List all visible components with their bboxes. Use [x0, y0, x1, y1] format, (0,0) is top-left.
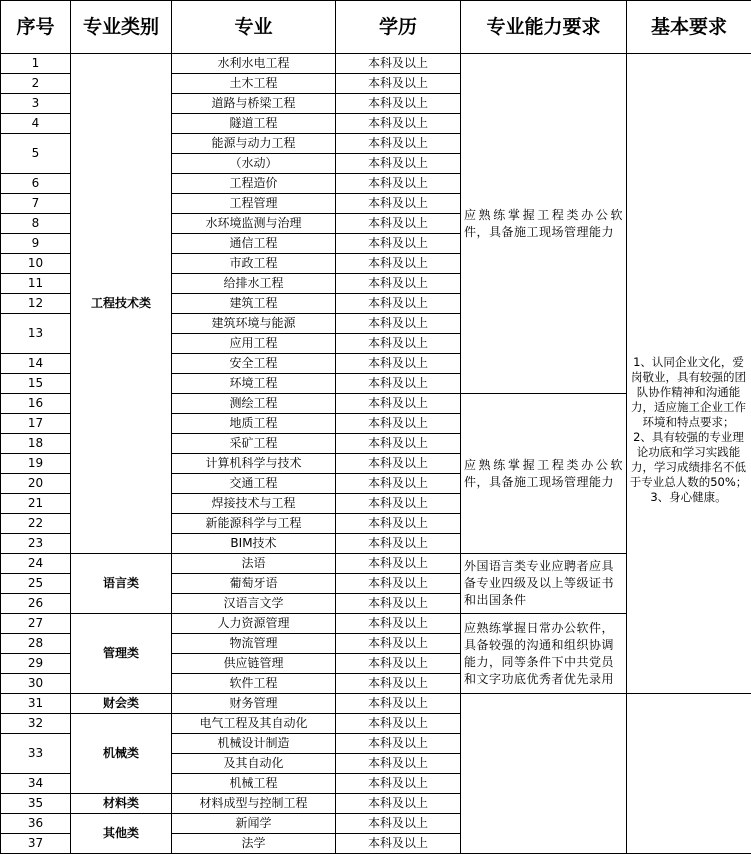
row-degree: 本科及以上: [336, 794, 461, 814]
row-degree: 本科及以上: [336, 274, 461, 294]
row-index: 2: [1, 74, 71, 94]
category-management: 管理类: [71, 614, 172, 694]
basic-empty-bottom: [627, 694, 751, 854]
row-index: 9: [1, 234, 71, 254]
row-index: 14: [1, 354, 71, 374]
row-index: 33: [1, 734, 71, 774]
row-degree: 本科及以上: [336, 134, 461, 154]
row-major: 环境工程: [172, 374, 336, 394]
row-index: 30: [1, 674, 71, 694]
row-degree: 本科及以上: [336, 754, 461, 774]
row-degree: 本科及以上: [336, 654, 461, 674]
row-index: 34: [1, 774, 71, 794]
row-index: 8: [1, 214, 71, 234]
row-major: 采矿工程: [172, 434, 336, 454]
row-major: 焊接技术与工程: [172, 494, 336, 514]
row-degree: 本科及以上: [336, 314, 461, 334]
row-major: 工程管理: [172, 194, 336, 214]
row-degree: 本科及以上: [336, 694, 461, 714]
row-index: 6: [1, 174, 71, 194]
row-major: 物流管理: [172, 634, 336, 654]
row-index: 1: [1, 54, 71, 74]
row-degree: 本科及以上: [336, 214, 461, 234]
row-major: 交通工程: [172, 474, 336, 494]
row-index: 32: [1, 714, 71, 734]
category-engineering: 工程技术类: [71, 54, 172, 554]
row-major: 道路与桥梁工程: [172, 94, 336, 114]
row-major: 建筑工程: [172, 294, 336, 314]
row-major: （水动）: [172, 154, 336, 174]
row-degree: 本科及以上: [336, 234, 461, 254]
row-major: 机械工程: [172, 774, 336, 794]
row-degree: 本科及以上: [336, 334, 461, 354]
row-major: 通信工程: [172, 234, 336, 254]
basic-requirements: [629, 355, 748, 505]
row-degree: 本科及以上: [336, 114, 461, 134]
row-degree: 本科及以上: [336, 354, 461, 374]
row-major: 水环境监测与治理: [172, 214, 336, 234]
row-index: 12: [1, 294, 71, 314]
row-degree: 本科及以上: [336, 834, 461, 854]
ability-management: 应熟练掌握日常办公软件，具备较强的沟通和组织协调能力，同等条件下中共党员和文字功底优秀者优先录用: [461, 614, 627, 694]
row-major: 材料成型与控制工程: [172, 794, 336, 814]
row-degree: 本科及以上: [336, 294, 461, 314]
row-index: 20: [1, 474, 71, 494]
row-major: 水利水电工程: [172, 54, 336, 74]
row-degree: 本科及以上: [336, 774, 461, 794]
row-degree: 本科及以上: [336, 154, 461, 174]
row-degree: 本科及以上: [336, 374, 461, 394]
row-major: 财务管理: [172, 694, 336, 714]
row-major: 应用工程: [172, 334, 336, 354]
row-major: 新闻学: [172, 814, 336, 834]
row-major: 测绘工程: [172, 394, 336, 414]
row-degree: 本科及以上: [336, 534, 461, 554]
row-index: 27: [1, 614, 71, 634]
row-index: 29: [1, 654, 71, 674]
row-major: 安全工程: [172, 354, 336, 374]
row-major: 新能源科学与工程: [172, 514, 336, 534]
row-degree: 本科及以上: [336, 514, 461, 534]
row-index: 23: [1, 534, 71, 554]
row-index: 19: [1, 454, 71, 474]
ability-language: 外国语言类专业应聘者应具备专业四级及以上等级证书和出国条件: [461, 554, 627, 614]
row-major: 市政工程: [172, 254, 336, 274]
row-index: 5: [1, 134, 71, 174]
row-major: 土木工程: [172, 74, 336, 94]
row-major: 工程造价: [172, 174, 336, 194]
row-index: 24: [1, 554, 71, 574]
row-index: 25: [1, 574, 71, 594]
row-degree: 本科及以上: [336, 194, 461, 214]
row-index: 31: [1, 694, 71, 714]
row-degree: 本科及以上: [336, 734, 461, 754]
row-index: 36: [1, 814, 71, 834]
row-major: 法学: [172, 834, 336, 854]
header-major: 专业: [172, 1, 336, 54]
ability-engineering-b: 应熟练掌握工程类办公软件，具备施工现场管理能力: [461, 394, 627, 554]
row-major: BIM技术: [172, 534, 336, 554]
row-degree: 本科及以上: [336, 174, 461, 194]
header-row: [1, 1, 751, 54]
row-index: 22: [1, 514, 71, 534]
ability-engineering-a: 应熟练掌握工程类办公软件，具备施工现场管理能力: [461, 54, 627, 394]
basic-requirement-2: 2、具有较强的专业理论功底和学习实践能力，学习成绩排名不低于专业总人数的50%；: [629, 430, 748, 490]
header-index: 序号: [1, 1, 71, 54]
row-degree: 本科及以上: [336, 594, 461, 614]
row-degree: 本科及以上: [336, 714, 461, 734]
category-language: 语言类: [71, 554, 172, 614]
row-major: 汉语言文学: [172, 594, 336, 614]
row-index: 3: [1, 94, 71, 114]
category-finance: 财会类: [71, 694, 172, 714]
table-row: [1, 54, 751, 74]
row-index: 17: [1, 414, 71, 434]
row-degree: 本科及以上: [336, 634, 461, 654]
row-index: 11: [1, 274, 71, 294]
row-index: 35: [1, 794, 71, 814]
row-index: 37: [1, 834, 71, 854]
row-degree: 本科及以上: [336, 454, 461, 474]
row-major: 建筑环境与能源: [172, 314, 336, 334]
row-degree: 本科及以上: [336, 614, 461, 634]
row-index: 13: [1, 314, 71, 354]
header-degree: 学历: [336, 1, 461, 54]
row-major: 法语: [172, 554, 336, 574]
row-major: 给排水工程: [172, 274, 336, 294]
table-row: [1, 694, 751, 714]
row-degree: 本科及以上: [336, 554, 461, 574]
row-major: 葡萄牙语: [172, 574, 336, 594]
category-other: 其他类: [71, 814, 172, 854]
row-degree: 本科及以上: [336, 434, 461, 454]
ability-empty: [461, 694, 627, 854]
row-index: 7: [1, 194, 71, 214]
row-degree: 本科及以上: [336, 674, 461, 694]
row-index: 15: [1, 374, 71, 394]
row-degree: 本科及以上: [336, 74, 461, 94]
row-major: 能源与动力工程: [172, 134, 336, 154]
row-index: 18: [1, 434, 71, 454]
row-degree: 本科及以上: [336, 54, 461, 74]
row-degree: 本科及以上: [336, 574, 461, 594]
row-degree: 本科及以上: [336, 494, 461, 514]
header-ability: 专业能力要求: [461, 1, 627, 54]
row-major: 供应链管理: [172, 654, 336, 674]
row-degree: 本科及以上: [336, 814, 461, 834]
row-index: 21: [1, 494, 71, 514]
row-index: 10: [1, 254, 71, 274]
row-major: 隧道工程: [172, 114, 336, 134]
header-basic: 基本要求: [627, 1, 751, 54]
row-major: 人力资源管理: [172, 614, 336, 634]
row-major: 软件工程: [172, 674, 336, 694]
category-material: 材料类: [71, 794, 172, 814]
basic-requirement-1: 1、认同企业文化，爱岗敬业，具有较强的团队协作精神和沟通能力，适应施工企业工作环境和特点要求；: [629, 355, 748, 430]
row-major: 及其自动化: [172, 754, 336, 774]
row-major: 机械设计制造: [172, 734, 336, 754]
row-degree: 本科及以上: [336, 254, 461, 274]
row-degree: 本科及以上: [336, 394, 461, 414]
row-degree: 本科及以上: [336, 474, 461, 494]
row-index: 28: [1, 634, 71, 654]
category-mechanical: 机械类: [71, 714, 172, 794]
row-major: 电气工程及其自动化: [172, 714, 336, 734]
header-category: 专业类别: [71, 1, 172, 54]
row-index: 16: [1, 394, 71, 414]
row-index: 26: [1, 594, 71, 614]
basic-requirement-3: 3、身心健康。: [629, 490, 748, 505]
row-major: 计算机科学与技术: [172, 454, 336, 474]
row-degree: 本科及以上: [336, 414, 461, 434]
row-index: 4: [1, 114, 71, 134]
row-major: 地质工程: [172, 414, 336, 434]
row-degree: 本科及以上: [336, 94, 461, 114]
